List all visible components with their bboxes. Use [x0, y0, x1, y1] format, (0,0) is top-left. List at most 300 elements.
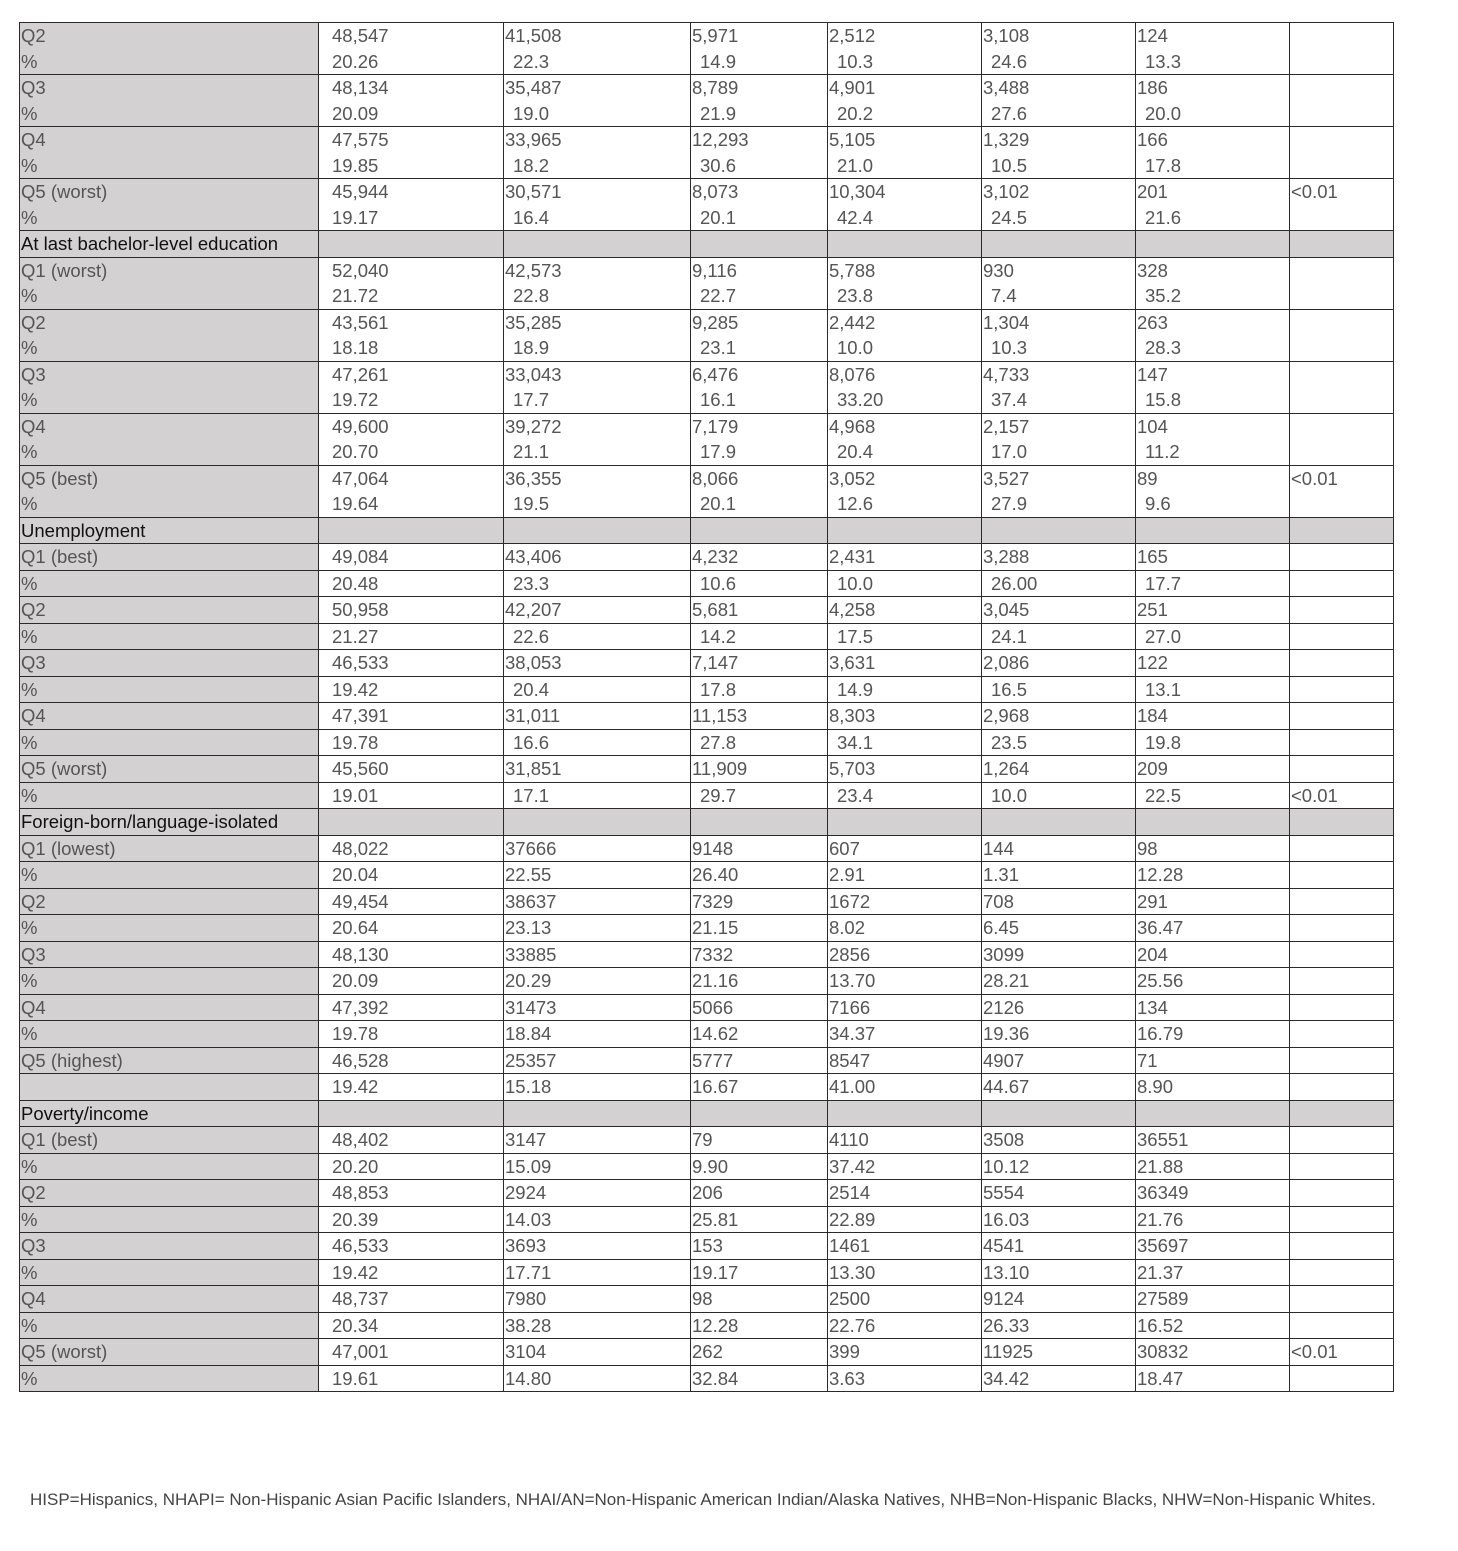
row-label: Q4: [21, 129, 46, 150]
cell-value: 45,560: [332, 758, 389, 779]
p-value: [1290, 968, 1394, 995]
cell-value: 98: [692, 1288, 713, 1309]
value-cell: [982, 309, 1136, 361]
section-empty-cell: [1290, 809, 1394, 836]
p-value: [1290, 544, 1394, 571]
value-cell: [828, 835, 982, 862]
value-cell: [982, 1180, 1136, 1207]
section-empty-cell: [504, 517, 691, 544]
value-cell: [1136, 1127, 1290, 1154]
table-row: [20, 1021, 1394, 1048]
cell-value: 19.36: [983, 1023, 1030, 1044]
p-value: [1290, 1233, 1394, 1260]
value-cell: [982, 1127, 1136, 1154]
row-label: Q5 (worst): [21, 181, 108, 202]
cell-value: 21.37: [1137, 1261, 1184, 1283]
p-value: [1290, 623, 1394, 650]
percent-value: 11.2: [1145, 441, 1180, 462]
data-table: [19, 22, 1394, 1392]
cell-value: 34.37: [829, 1023, 876, 1044]
count-value: 5,105: [829, 129, 876, 150]
section-empty-cell: [319, 1100, 504, 1127]
percent-value: 19.17: [332, 206, 379, 228]
cell-value: 19.61: [332, 1367, 379, 1389]
p-value: [1290, 835, 1394, 862]
row-label: [20, 1074, 319, 1101]
section-empty-cell: [1290, 231, 1394, 258]
cell-value: 11,909: [692, 758, 748, 779]
section-empty-cell: [1136, 1100, 1290, 1127]
table-row: [20, 915, 1394, 942]
cell-value: 19.8: [1145, 731, 1182, 753]
count-value: 3,488: [983, 77, 1030, 98]
value-cell: [691, 1339, 828, 1366]
cell-value: 20.09: [332, 970, 379, 991]
value-cell: [828, 413, 982, 465]
table-row: [20, 75, 1394, 127]
cell-value: 5,703: [829, 758, 876, 779]
value-cell: [828, 544, 982, 571]
count-value: 47,261: [332, 363, 389, 385]
cell-value: 9124: [983, 1288, 1025, 1309]
cell-value: 2,431: [829, 546, 876, 567]
value-cell: [504, 544, 691, 571]
section-empty-cell: [504, 1100, 691, 1127]
percent-value: 20.1: [700, 493, 737, 514]
value-cell: [982, 994, 1136, 1021]
section-empty-cell: [691, 809, 828, 836]
value-cell: [1136, 676, 1290, 703]
section-empty-cell: [1136, 231, 1290, 258]
table-row: [20, 1127, 1394, 1154]
percent-value: 21.6: [1145, 206, 1182, 228]
value-cell: [828, 756, 982, 783]
p-value: [1290, 1021, 1394, 1048]
value-cell: [982, 835, 1136, 862]
cell-value: 21.16: [692, 970, 739, 991]
cell-value: 49,454: [332, 890, 389, 912]
section-header-row: [20, 809, 1394, 836]
value-cell: [691, 570, 828, 597]
cell-value: 291: [1137, 890, 1168, 912]
value-cell: [828, 1074, 982, 1101]
p-value: [1290, 127, 1394, 179]
cell-value: 10.0: [837, 572, 874, 594]
row-label-cell: [20, 179, 319, 231]
value-cell: [319, 888, 504, 915]
value-cell: [691, 968, 828, 995]
value-cell: [828, 994, 982, 1021]
cell-value: 10.6: [700, 572, 737, 594]
section-empty-cell: [982, 809, 1136, 836]
percent-value: 7.4: [991, 285, 1017, 306]
cell-value: 79: [692, 1129, 713, 1150]
row-label: %: [20, 1206, 319, 1233]
value-cell: [828, 1206, 982, 1233]
value-cell: [1136, 75, 1290, 127]
p-value: [1290, 1365, 1394, 1392]
p-value: [1290, 1286, 1394, 1313]
cell-value: 8,303: [829, 705, 876, 726]
cell-value: 36349: [1137, 1182, 1189, 1203]
count-value: 8,076: [829, 363, 876, 385]
value-cell: [1136, 257, 1290, 309]
percent-value: 21.0: [837, 154, 874, 176]
section-empty-cell: [691, 231, 828, 258]
cell-value: 16.5: [991, 678, 1028, 700]
count-value: 8,066: [692, 467, 739, 489]
value-cell: [319, 1206, 504, 1233]
value-cell: [1136, 888, 1290, 915]
value-cell: [982, 1047, 1136, 1074]
value-cell: [1136, 1365, 1290, 1392]
cell-value: 14.2: [700, 625, 737, 647]
cell-value: 122: [1137, 652, 1168, 673]
cell-value: 12.28: [1137, 864, 1184, 885]
value-cell: [504, 1233, 691, 1260]
p-value: [1290, 703, 1394, 730]
cell-value: 10.0: [991, 784, 1028, 806]
cell-value: 14.03: [505, 1208, 552, 1230]
value-cell: [319, 1286, 504, 1313]
percent-value: 10.3: [991, 337, 1028, 358]
cell-value: 5777: [692, 1049, 734, 1071]
value-cell: [504, 1153, 691, 1180]
cell-value: 22.55: [505, 864, 552, 885]
table-row: [20, 862, 1394, 889]
row-label: %: [20, 623, 319, 650]
count-value: 104: [1137, 415, 1168, 437]
table-row: [20, 1180, 1394, 1207]
footnote: HISP=Hispanics, NHAPI= Non-Hispanic Asian Pacific Islanders, NHAI/AN=Non-Hispanic American Indian/Alaska Natives, NHB=Non-Hispanic Blacks, NHW=Non-Hispanic Whites.: [30, 1490, 1376, 1509]
value-cell: [319, 413, 504, 465]
cell-value: 21.27: [332, 625, 379, 647]
value-cell: [982, 915, 1136, 942]
cell-value: 14.80: [505, 1367, 552, 1389]
percent-value: 19.0: [513, 102, 550, 124]
row-label: Q5 (worst): [20, 756, 319, 783]
row-label-cell: [20, 361, 319, 413]
p-value: [1290, 309, 1394, 361]
value-cell: [982, 75, 1136, 127]
value-cell: [828, 179, 982, 231]
cell-value: 48,737: [332, 1288, 389, 1309]
value-cell: [504, 1286, 691, 1313]
cell-value: 23.3: [513, 572, 550, 594]
p-value: [1290, 729, 1394, 756]
row-label: Q1 (best): [20, 544, 319, 571]
p-value: <0.01: [1290, 465, 1394, 517]
value-cell: [1136, 1259, 1290, 1286]
row-label: Q2: [21, 311, 46, 333]
cell-value: 204: [1137, 943, 1168, 965]
value-cell: [319, 179, 504, 231]
value-cell: [691, 756, 828, 783]
value-cell: [982, 623, 1136, 650]
table-row: [20, 1153, 1394, 1180]
value-cell: [828, 597, 982, 624]
value-cell: [319, 756, 504, 783]
cell-value: 10.12: [983, 1155, 1030, 1177]
value-cell: [691, 623, 828, 650]
cell-value: 26.40: [692, 864, 739, 885]
value-cell: [982, 1259, 1136, 1286]
cell-value: 1.31: [983, 864, 1020, 885]
percent-value: 18.2: [513, 154, 550, 176]
percent-value: 10.3: [837, 50, 874, 72]
section-empty-cell: [319, 517, 504, 544]
cell-value: 9.90: [692, 1155, 729, 1177]
value-cell: [504, 465, 691, 517]
cell-value: 1,264: [983, 758, 1030, 779]
value-cell: [691, 1312, 828, 1339]
value-cell: [828, 941, 982, 968]
section-header-row: [20, 231, 1394, 258]
cell-value: 20.29: [505, 970, 552, 991]
cell-value: 17.8: [700, 678, 737, 700]
value-cell: [1136, 1339, 1290, 1366]
row-label: Q5 (best): [21, 467, 99, 489]
cell-value: 3104: [505, 1341, 547, 1362]
cell-value: 19.78: [332, 731, 379, 753]
value-cell: [1136, 361, 1290, 413]
cell-value: 7332: [692, 943, 734, 965]
cell-value: 25.81: [692, 1208, 739, 1230]
value-cell: [828, 862, 982, 889]
value-cell: [982, 756, 1136, 783]
row-label: %: [20, 570, 319, 597]
value-cell: [1136, 1286, 1290, 1313]
count-value: 33,043: [505, 363, 562, 385]
cell-value: 29.7: [700, 784, 737, 806]
p-value: <0.01: [1290, 782, 1394, 809]
cell-value: 13.10: [983, 1261, 1030, 1283]
cell-value: 21.15: [692, 917, 739, 938]
percent-value: 42.4: [837, 206, 874, 228]
value-cell: [691, 1365, 828, 1392]
percent-value: 19.85: [332, 154, 379, 176]
table-row: [20, 570, 1394, 597]
value-cell: [691, 23, 828, 75]
cell-value: 11,153: [692, 705, 748, 726]
value-cell: [504, 1127, 691, 1154]
cell-value: 4541: [983, 1235, 1025, 1256]
cell-value: 19.17: [692, 1261, 739, 1283]
p-value: [1290, 941, 1394, 968]
value-cell: [319, 703, 504, 730]
p-value: [1290, 570, 1394, 597]
cell-value: 37666: [505, 837, 557, 859]
value-cell: [504, 782, 691, 809]
cell-value: 2,086: [983, 652, 1030, 673]
row-label: Q2: [21, 25, 46, 46]
cell-value: 49,084: [332, 546, 389, 567]
section-empty-cell: [1136, 809, 1290, 836]
table-row: [20, 544, 1394, 571]
value-cell: [319, 1074, 504, 1101]
table-row: [20, 23, 1394, 75]
value-cell: [982, 968, 1136, 995]
section-empty-cell: [982, 1100, 1136, 1127]
cell-value: 4907: [983, 1049, 1025, 1071]
pct-label: %: [21, 337, 38, 358]
count-value: 2,442: [829, 311, 876, 333]
percent-value: 30.6: [700, 154, 737, 176]
value-cell: [1136, 968, 1290, 995]
value-cell: [691, 650, 828, 677]
value-cell: [691, 729, 828, 756]
count-value: 9,285: [692, 311, 739, 333]
cell-value: 165: [1137, 546, 1168, 567]
cell-value: 144: [983, 837, 1014, 859]
count-value: 30,571: [505, 181, 562, 202]
value-cell: [982, 782, 1136, 809]
cell-value: 2856: [829, 943, 871, 965]
table-row: [20, 361, 1394, 413]
cell-value: 251: [1137, 599, 1168, 620]
row-label-cell: [20, 75, 319, 127]
p-value: [1290, 361, 1394, 413]
cell-value: 20.64: [332, 917, 379, 938]
value-cell: [828, 1127, 982, 1154]
value-cell: [691, 994, 828, 1021]
value-cell: [982, 361, 1136, 413]
value-cell: [504, 968, 691, 995]
count-value: 147: [1137, 363, 1168, 385]
value-cell: [828, 1312, 982, 1339]
p-value: [1290, 413, 1394, 465]
cell-value: 22.6: [513, 625, 550, 647]
percent-value: 16.4: [513, 206, 550, 228]
value-cell: [691, 544, 828, 571]
value-cell: [319, 941, 504, 968]
section-empty-cell: [828, 231, 982, 258]
cell-value: 4,232: [692, 546, 739, 567]
value-cell: [691, 888, 828, 915]
cell-value: 17.1: [513, 784, 550, 806]
row-label: Q3: [20, 941, 319, 968]
count-value: 9,116: [692, 259, 737, 281]
value-cell: [1136, 1180, 1290, 1207]
cell-value: 16.6: [513, 731, 550, 753]
value-cell: [691, 75, 828, 127]
section-title: Poverty/income: [20, 1100, 319, 1127]
value-cell: [319, 1233, 504, 1260]
value-cell: [691, 1286, 828, 1313]
percent-value: 21.9: [700, 102, 737, 124]
row-label: %: [20, 1259, 319, 1286]
value-cell: [504, 1074, 691, 1101]
percent-value: 19.72: [332, 389, 379, 410]
row-label: Q3: [21, 77, 46, 98]
count-value: 12,293: [692, 129, 749, 150]
count-value: 33,965: [505, 129, 562, 150]
value-cell: [504, 1047, 691, 1074]
count-value: 52,040: [332, 259, 389, 281]
cell-value: 20.34: [332, 1314, 379, 1336]
percent-value: 17.8: [1145, 154, 1182, 176]
row-label: Q3: [20, 650, 319, 677]
value-cell: [691, 309, 828, 361]
value-cell: [504, 179, 691, 231]
value-cell: [982, 1312, 1136, 1339]
value-cell: [828, 23, 982, 75]
section-empty-cell: [982, 517, 1136, 544]
row-label: Q4: [20, 1286, 319, 1313]
value-cell: [319, 1259, 504, 1286]
value-cell: [828, 75, 982, 127]
value-cell: [1136, 1233, 1290, 1260]
count-value: 263: [1137, 311, 1168, 333]
row-label: %: [20, 782, 319, 809]
value-cell: [828, 782, 982, 809]
percent-value: 20.1: [700, 206, 737, 228]
cell-value: 23.4: [837, 784, 874, 806]
value-cell: [504, 835, 691, 862]
percent-value: 20.4: [837, 441, 874, 462]
cell-value: 34.42: [983, 1367, 1030, 1389]
value-cell: [504, 676, 691, 703]
percent-value: 37.4: [991, 389, 1028, 410]
cell-value: 2.91: [829, 864, 866, 885]
cell-value: 20.39: [332, 1208, 379, 1230]
section-title: Foreign-born/language-isolated: [20, 809, 319, 836]
row-label: %: [20, 862, 319, 889]
section-empty-cell: [828, 1100, 982, 1127]
cell-value: 20.4: [513, 678, 550, 700]
value-cell: [982, 1339, 1136, 1366]
cell-value: 22.5: [1145, 784, 1182, 806]
count-value: 41,508: [505, 25, 562, 46]
cell-value: 16.03: [983, 1208, 1030, 1230]
value-cell: [319, 544, 504, 571]
cell-value: 3147: [505, 1129, 547, 1150]
cell-value: 13.1: [1145, 678, 1182, 700]
table-row: [20, 1312, 1394, 1339]
cell-value: 36551: [1137, 1129, 1189, 1150]
value-cell: [504, 1180, 691, 1207]
cell-value: 38.28: [505, 1314, 552, 1336]
value-cell: [691, 361, 828, 413]
row-label: Q2: [20, 888, 319, 915]
percent-value: 10.0: [837, 337, 874, 358]
cell-value: 31,851: [505, 758, 562, 779]
value-cell: [319, 1021, 504, 1048]
value-cell: [504, 650, 691, 677]
percent-value: 16.1: [700, 389, 737, 410]
p-value: [1290, 597, 1394, 624]
table-row: [20, 597, 1394, 624]
value-cell: [1136, 1074, 1290, 1101]
table-row: [20, 623, 1394, 650]
value-cell: [504, 1365, 691, 1392]
cell-value: 23.5: [991, 731, 1028, 753]
percent-value: 21.72: [332, 285, 379, 306]
count-value: 47,064: [332, 467, 389, 489]
table-row: [20, 309, 1394, 361]
pct-label: %: [21, 154, 38, 176]
pct-label: %: [21, 102, 38, 124]
table-row: [20, 1206, 1394, 1233]
value-cell: [1136, 597, 1290, 624]
cell-value: 5066: [692, 996, 734, 1018]
section-empty-cell: [1136, 517, 1290, 544]
cell-value: 1672: [829, 890, 871, 912]
value-cell: [828, 968, 982, 995]
percent-value: 15.8: [1145, 389, 1182, 410]
cell-value: 19.01: [332, 784, 379, 806]
row-label: Q5 (worst): [20, 1339, 319, 1366]
